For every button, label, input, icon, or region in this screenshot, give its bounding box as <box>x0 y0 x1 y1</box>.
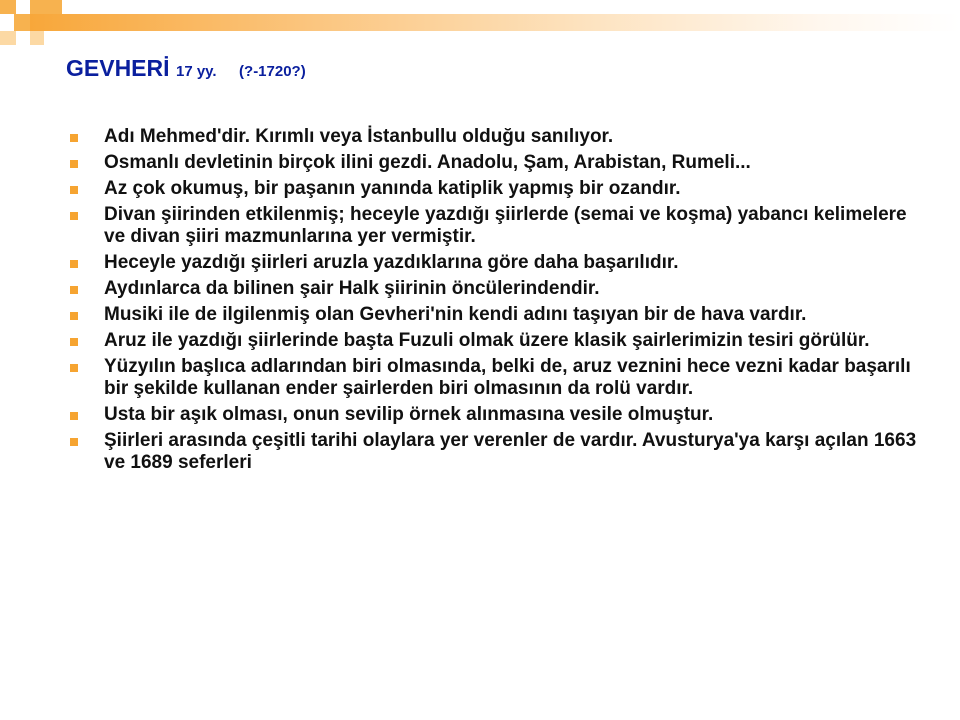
square-bullet-icon <box>70 286 78 294</box>
bullet-text: Şiirleri arasında çeşitli tarihi olaylara yer verenler de vardır. Avusturya'ya karşı açılan 1663 ve 1689 seferleri <box>104 430 917 473</box>
square-bullet-icon <box>70 312 78 320</box>
bullet-list <box>70 126 920 478</box>
bullet-text: Aydınlarca da bilinen şair Halk şiirinin öncülerindendir. <box>104 278 600 299</box>
square-bullet-icon <box>70 364 78 372</box>
bullet-text: Usta bir aşık olması, onun sevilip örnek alınmasına vesile olmuştur. <box>104 404 714 425</box>
decor-square <box>14 14 30 31</box>
bullet-item <box>70 278 920 300</box>
square-bullet-icon <box>70 412 78 420</box>
bullet-item <box>70 304 920 326</box>
bullet-item <box>70 430 920 474</box>
square-bullet-icon <box>70 260 78 268</box>
bullet-item <box>70 252 920 274</box>
bullet-text: Musiki ile de ilgilenmiş olan Gevheri'nin kendi adını taşıyan bir de hava vardır. <box>104 304 807 325</box>
bullet-text: Heceyle yazdığı şiirleri aruzla yazdıklarına göre daha başarılıdır. <box>104 252 679 273</box>
slide-title <box>66 55 306 82</box>
decor-square <box>0 31 16 45</box>
bullet-item <box>70 126 920 148</box>
square-bullet-icon <box>70 338 78 346</box>
square-bullet-icon <box>70 186 78 194</box>
square-bullet-icon <box>70 134 78 142</box>
decor-square <box>30 31 44 45</box>
bullet-item <box>70 178 920 200</box>
decor-square <box>30 0 46 14</box>
title-dates: (?-1720?) <box>239 63 306 80</box>
bullet-text: Yüzyılın başlıca adlarından biri olmasında, belki de, aruz veznini hece vezni kadar başarılı bir şekilde kullanan ender şairlerden biri olmasının da rolü vardır. <box>104 356 911 399</box>
title-name: GEVHERİ <box>66 55 170 81</box>
bullet-item <box>70 204 920 248</box>
square-bullet-icon <box>70 160 78 168</box>
decor-square <box>46 0 62 14</box>
header-gradient-bar <box>30 14 960 31</box>
bullet-text: Az çok okumuş, bir paşanın yanında katiplik yapmış bir ozandır. <box>104 178 681 199</box>
bullet-text: Adı Mehmed'dir. Kırımlı veya İstanbullu olduğu sanılıyor. <box>104 126 614 147</box>
title-century: 17 yy. <box>175 63 217 80</box>
bullet-item <box>70 330 920 352</box>
square-bullet-icon <box>70 438 78 446</box>
bullet-text: Osmanlı devletinin birçok ilini gezdi. Anadolu, Şam, Arabistan, Rumeli... <box>104 152 751 173</box>
square-bullet-icon <box>70 212 78 220</box>
bullet-text: Divan şiirinden etkilenmiş; heceyle yazdığı şiirlerde (semai ve koşma) yabancı kelimelere ve divan şiiri mazmunlarına yer vermiştir. <box>104 204 907 247</box>
decor-square <box>0 0 16 14</box>
bullet-item <box>70 356 920 400</box>
bullet-item <box>70 152 920 174</box>
bullet-text: Aruz ile yazdığı şiirlerinde başta Fuzuli olmak üzere klasik şairlerimizin tesiri görülür. <box>104 330 870 351</box>
bullet-item <box>70 404 920 426</box>
